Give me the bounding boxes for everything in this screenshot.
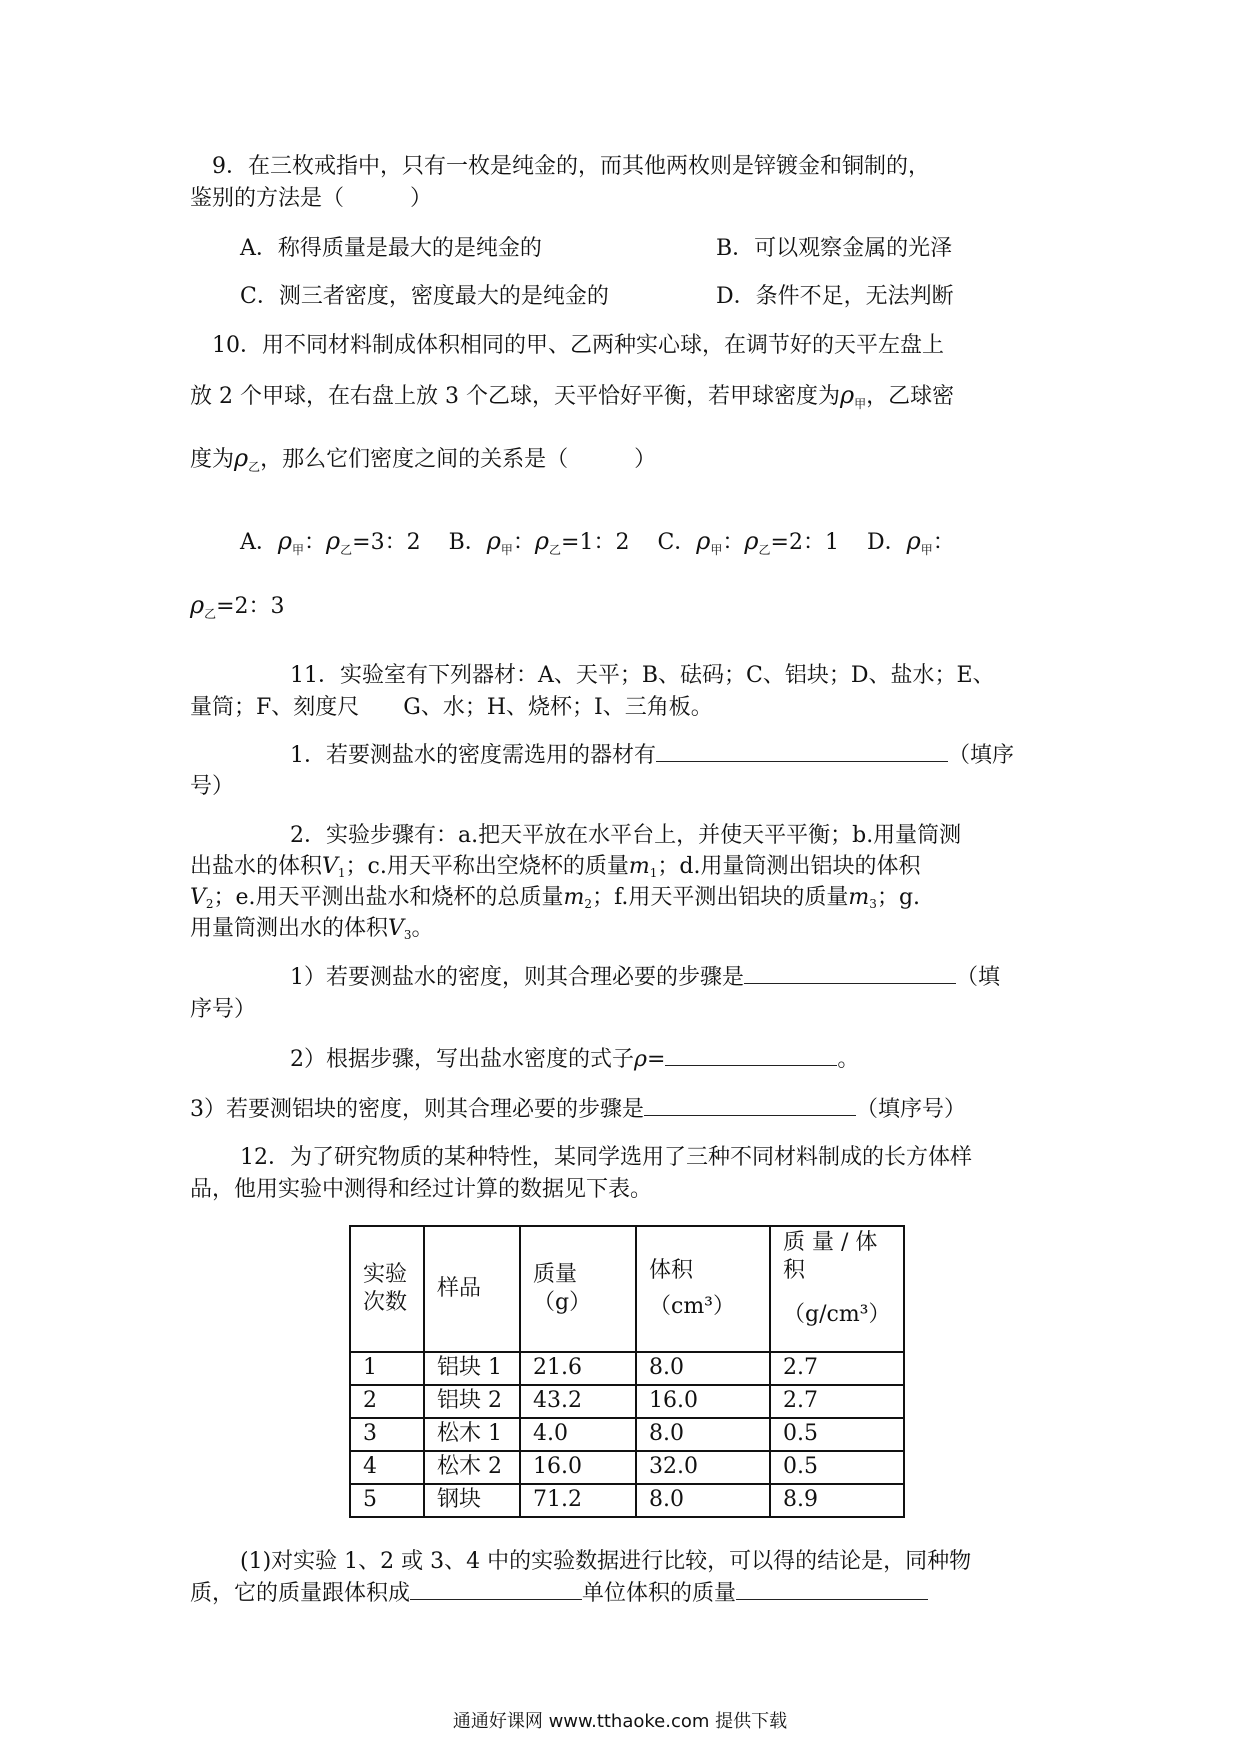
var-m: m	[628, 854, 650, 879]
header-ratio-2: 积	[783, 1258, 806, 1283]
q10-option-b-value: =1：2	[561, 530, 630, 555]
answer-blank[interactable]	[656, 741, 948, 762]
cell: 43.2	[520, 1385, 636, 1418]
text: 单位体积的质量	[582, 1581, 737, 1606]
rho-symbol: ρ	[234, 444, 249, 472]
sub-2: 2	[584, 897, 593, 911]
data-table	[349, 1225, 905, 1518]
table-row	[350, 1451, 904, 1484]
header-sample: 样品	[424, 1226, 520, 1352]
header-mass-1: 质量	[533, 1262, 578, 1287]
var-m: m	[563, 885, 585, 910]
q10-line1: 10．用不同材料制成体积相同的甲、乙两种实心球，在调节好的天平左盘上	[212, 333, 944, 358]
text: ；g.	[876, 885, 921, 910]
table-row	[350, 1418, 904, 1451]
q9-option-a: A．称得质量是最大的是纯金的	[240, 236, 542, 261]
cell: 16.0	[520, 1451, 636, 1484]
q11-p2	[290, 1045, 859, 1075]
page-footer: 通通好课网 www.tthaoke.com 提供下载	[452, 1711, 788, 1732]
q11-s1-line2: 号）	[190, 774, 235, 799]
q10-option-a-label: A．	[240, 530, 278, 555]
cell: 32.0	[636, 1451, 770, 1484]
q11-s1-text: 1．若要测盐水的密度需选用的器材有	[290, 743, 656, 768]
colon: ：	[512, 530, 535, 555]
text: ；d.用量筒测出铝块的体积	[657, 854, 921, 879]
text: （填序号）	[856, 1097, 967, 1122]
q10-options-line	[240, 526, 955, 565]
q10-line2-tail: ，乙球密	[866, 384, 955, 409]
colon: ：	[932, 530, 955, 555]
cell: 71.2	[520, 1484, 636, 1517]
q9-option-d: D．条件不足，无法判断	[716, 284, 954, 309]
rho-symbol: ρ	[634, 1047, 647, 1072]
header-mass	[520, 1226, 636, 1352]
q11-s2-line1: 2．实验步骤有：a.把天平放在水平台上，并使天平平衡；b.用量筒测	[290, 823, 962, 848]
header-trial-2: 次数	[363, 1290, 408, 1315]
q12-conclusion-line1: (1)对实验 1、2 或 3、4 中的实验数据进行比较，可以得的结论是，同种物	[240, 1549, 972, 1574]
q10-option-d-label: D．	[866, 530, 907, 555]
cell: 2.7	[770, 1352, 904, 1385]
rho-symbol: ρ	[277, 527, 292, 555]
q9-stem-line2: 鉴别的方法是（ ）	[190, 186, 433, 211]
colon: ：	[722, 530, 745, 555]
table-row	[350, 1352, 904, 1385]
q10-option-c-label: C．	[657, 530, 697, 555]
var-m: m	[848, 885, 870, 910]
q12-line1: 12．为了研究物质的某种特性，某同学选用了三种不同材料制成的长方体样	[240, 1145, 972, 1170]
q10-option-a-value: =3：2	[352, 530, 421, 555]
text: 1）若要测盐水的密度，则其合理必要的步骤是	[290, 965, 744, 990]
text: 。	[411, 916, 434, 941]
q10-option-d-cont	[190, 590, 285, 629]
q12-line2: 品，他用实验中测得和经过计算的数据见下表。	[190, 1177, 653, 1202]
cell: 8.0	[636, 1484, 770, 1517]
sub-3: 3	[869, 897, 877, 911]
subscript-jia: 甲	[292, 543, 305, 557]
q10-line3-tail: ，那么它们密度之间的关系是（ ）	[260, 447, 657, 472]
rho-symbol: ρ	[744, 527, 759, 555]
cell: 松木 1	[424, 1418, 520, 1451]
q11-p3	[190, 1095, 966, 1125]
header-trial	[350, 1226, 424, 1352]
rho-symbol: ρ	[190, 591, 205, 619]
text: 。	[837, 1047, 860, 1072]
subscript-jia: 甲	[920, 543, 933, 557]
q10-line3-text: 度为	[190, 447, 235, 472]
q9-option-b: B．可以观察金属的光泽	[716, 236, 953, 261]
cell: 8.9	[770, 1484, 904, 1517]
q10-line2-text: 放 2 个甲球，在右盘上放 3 个乙球，天平恰好平衡，若甲球密度为	[190, 384, 840, 409]
cell: 钢块	[424, 1484, 520, 1517]
q11-line2: 量筒；F、刻度尺 G、水；H、烧杯；I、三角板。	[190, 695, 713, 720]
cell: 松木 2	[424, 1451, 520, 1484]
text: 用量筒测出水的体积	[190, 916, 389, 941]
text: 质，它的质量跟体积成	[190, 1581, 411, 1606]
cell: 4	[350, 1451, 424, 1484]
table-row	[350, 1484, 904, 1517]
header-volume-1: 体积	[649, 1258, 694, 1283]
subscript-jia: 甲	[710, 543, 723, 557]
text: ；c.用天平称出空烧杯的质量	[345, 854, 629, 879]
q10-line2	[190, 380, 954, 419]
text: 3）若要测铝块的密度，则其合理必要的步骤是	[190, 1097, 644, 1122]
var-v: V	[322, 854, 338, 879]
rho-symbol: ρ	[326, 527, 341, 555]
sub-1: 1	[337, 866, 346, 880]
var-v: V	[190, 885, 206, 910]
header-ratio-3: （g/cm³）	[783, 1302, 891, 1327]
subscript-yi: 乙	[204, 607, 217, 621]
equals: =	[646, 1047, 666, 1072]
answer-blank[interactable]	[736, 1579, 928, 1600]
subscript-yi: 乙	[340, 543, 353, 557]
cell: 5	[350, 1484, 424, 1517]
subscript-yi: 乙	[248, 460, 261, 474]
cell: 8.0	[636, 1418, 770, 1451]
answer-blank[interactable]	[665, 1045, 837, 1066]
text: 2）根据步骤，写出盐水密度的式子	[290, 1047, 634, 1072]
sub-2: 2	[205, 897, 214, 911]
table-header-row	[350, 1226, 904, 1352]
table-row	[350, 1385, 904, 1418]
cell: 铝块 2	[424, 1385, 520, 1418]
subscript-yi: 乙	[758, 543, 771, 557]
cell: 1	[350, 1352, 424, 1385]
cell: 21.6	[520, 1352, 636, 1385]
q12-conclusion-line2	[190, 1579, 928, 1609]
header-trial-1: 实验	[363, 1262, 408, 1287]
q10-option-b-label: B．	[448, 530, 487, 555]
q11-s2-line4	[190, 914, 434, 950]
answer-blank[interactable]	[410, 1579, 582, 1600]
text: 出盐水的体积	[190, 854, 323, 879]
q9-option-c: C．测三者密度，密度最大的是纯金的	[240, 284, 609, 309]
q11-s1-line1	[290, 741, 1014, 771]
cell: 3	[350, 1418, 424, 1451]
q10-option-d-value: =2：3	[216, 594, 285, 619]
subscript-jia: 甲	[854, 397, 867, 411]
subscript-jia: 甲	[500, 543, 513, 557]
cell: 4.0	[520, 1418, 636, 1451]
header-ratio	[770, 1226, 904, 1352]
text: ；f.用天平测出铝块的质量	[592, 885, 849, 910]
rho-symbol: ρ	[486, 527, 501, 555]
header-mass-2: （g）	[533, 1290, 592, 1315]
q11-line1: 11．实验室有下列器材：A、天平；B、砝码；C、铝块；D、盐水；E、	[290, 663, 995, 688]
text: （填	[956, 965, 1001, 990]
cell: 8.0	[636, 1352, 770, 1385]
var-v: V	[388, 916, 404, 941]
cell: 16.0	[636, 1385, 770, 1418]
header-volume	[636, 1226, 770, 1352]
q11-p1-line2: 序号）	[190, 997, 257, 1022]
rho-symbol: ρ	[906, 527, 921, 555]
sub-1: 1	[649, 866, 658, 880]
subscript-yi: 乙	[549, 543, 562, 557]
text: ；e.用天平测出盐水和烧杯的总质量	[213, 885, 564, 910]
cell: 2	[350, 1385, 424, 1418]
header-ratio-1: 质 量 / 体	[783, 1230, 878, 1255]
rho-symbol: ρ	[839, 381, 855, 409]
q10-line3	[190, 443, 656, 482]
cell: 0.5	[770, 1451, 904, 1484]
q11-p1-line1	[290, 963, 1000, 993]
sub-3: 3	[403, 928, 412, 942]
header-volume-2: （cm³）	[649, 1294, 736, 1319]
rho-symbol: ρ	[696, 527, 711, 555]
cell: 0.5	[770, 1418, 904, 1451]
cell: 铝块 1	[424, 1352, 520, 1385]
answer-blank[interactable]	[644, 1095, 856, 1116]
rho-symbol: ρ	[534, 527, 549, 555]
q10-option-c-value: =2：1	[770, 530, 839, 555]
cell: 2.7	[770, 1385, 904, 1418]
answer-blank[interactable]	[744, 963, 956, 984]
q9-stem-line1: 9．在三枚戒指中，只有一枚是纯金的，而其他两枚则是锌镀金和铜制的，	[212, 154, 930, 179]
q11-s1-tail: （填序	[948, 743, 1015, 768]
colon: ：	[304, 530, 327, 555]
